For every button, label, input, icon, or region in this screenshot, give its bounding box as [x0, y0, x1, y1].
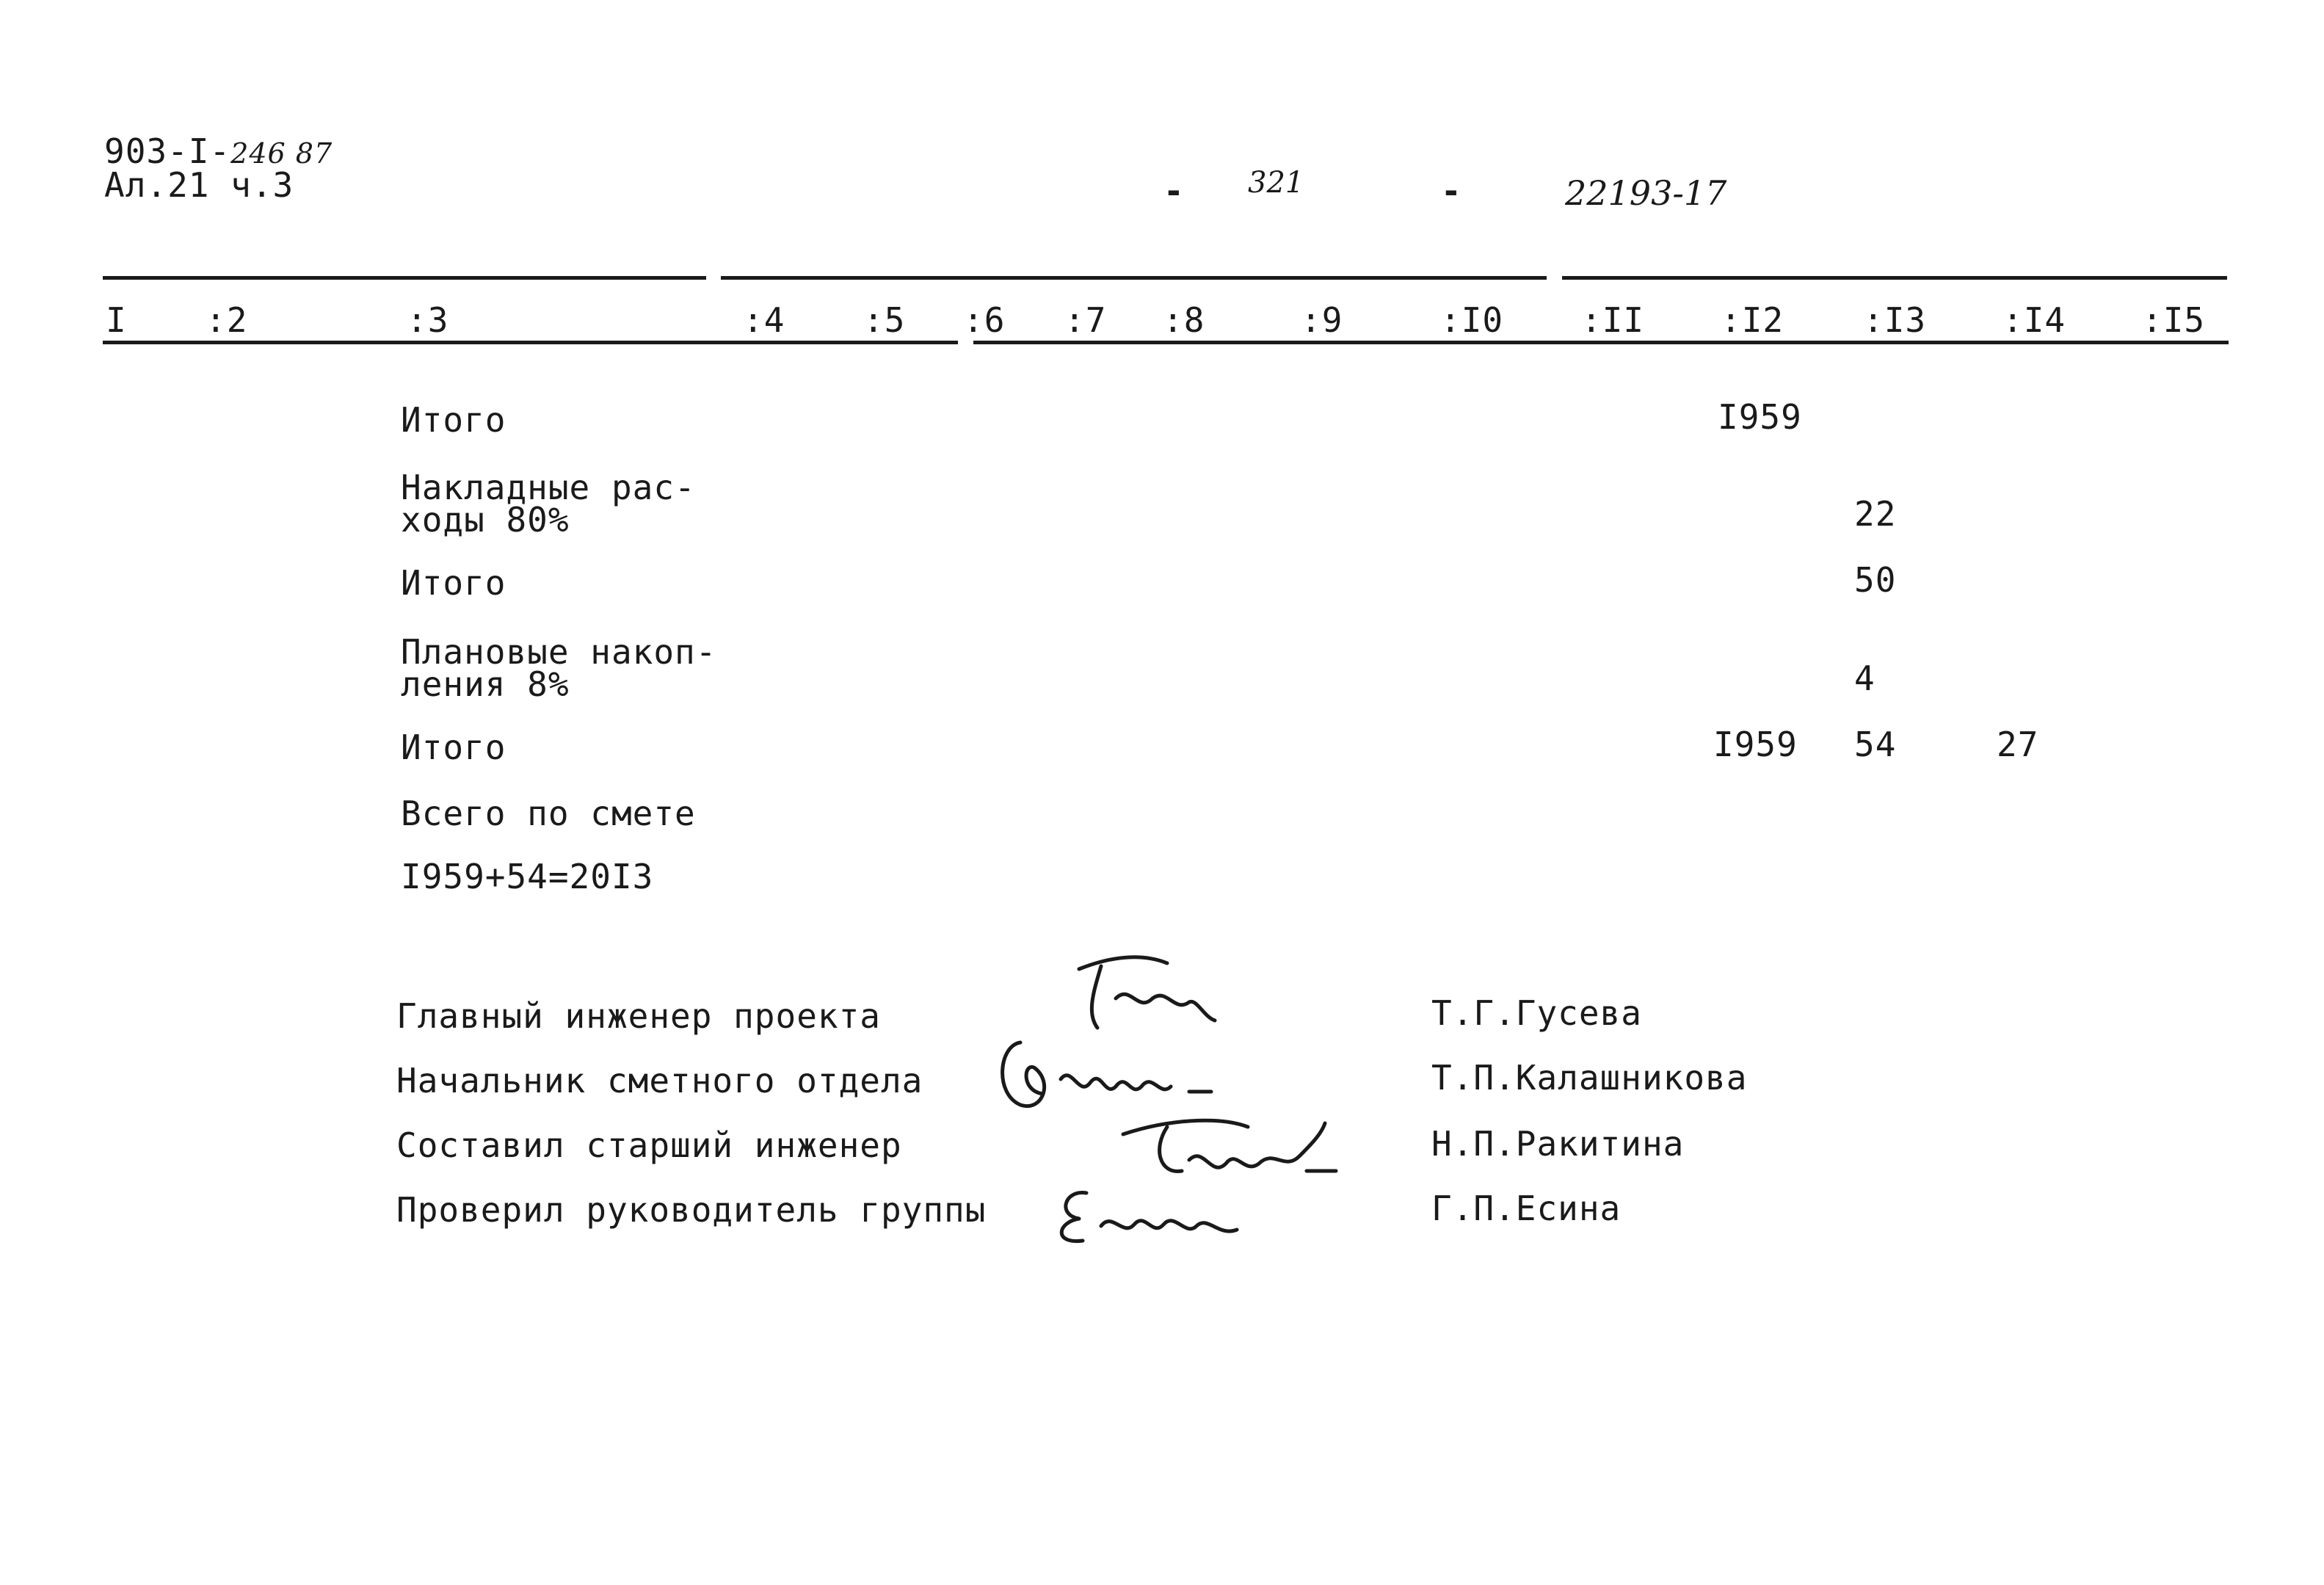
album-reference: Ал.21 ч.3 [104, 165, 294, 205]
header-rule-bottom-2 [973, 341, 2229, 344]
signature-role: Главный инженер проекта [396, 996, 881, 1036]
header-rule-top-2 [721, 276, 1547, 280]
row-label: Итого [401, 400, 506, 440]
column-number: :7 [1064, 300, 1107, 340]
signature-name: Н.П.Ракитина [1431, 1124, 1685, 1164]
column-number: :II [1581, 300, 1645, 340]
column-number: :9 [1301, 300, 1343, 340]
column-number: I [106, 300, 127, 340]
sheet-code: 22193-17 [1565, 173, 1727, 213]
grand-total-label: Всего по смете [401, 794, 696, 833]
cell-col-13: 50 [1854, 560, 1897, 600]
cell-col-13: 22 [1854, 494, 1897, 534]
cell-col-14: 27 [1997, 725, 2039, 764]
row-label-continued: ления 8% [401, 664, 570, 704]
cell-col-12: I959 [1718, 397, 1802, 437]
cell-col-13: 54 [1854, 725, 1897, 764]
column-number: :3 [407, 300, 449, 340]
document-code-handwritten: 246 87 [230, 137, 333, 170]
signature-role: Проверил руководитель группы [396, 1190, 987, 1230]
column-number: :I3 [1863, 300, 1927, 340]
signature-name: Г.П.Есина [1431, 1189, 1622, 1228]
page-number: 321 [1248, 166, 1304, 200]
page-dash-right: - [1441, 171, 1462, 211]
signature-role: Начальник сметного отдела [396, 1061, 923, 1100]
row-label: Итого [401, 728, 506, 767]
column-number: :I2 [1721, 300, 1784, 340]
column-number: :I5 [2142, 300, 2206, 340]
row-label-continued: ходы 80% [401, 500, 570, 540]
header-rule-top-1 [103, 276, 706, 280]
document-code-prefix: 903-I- [104, 131, 231, 171]
signature-role: Составил старший инженер [396, 1125, 902, 1165]
cell-col-13: 4 [1854, 659, 1875, 698]
row-label: Итого [401, 563, 506, 603]
signature-name: Т.Г.Гусева [1431, 993, 1642, 1033]
signature-name: Т.П.Калашникова [1431, 1058, 1748, 1098]
row-label: Накладные рас- [401, 468, 696, 507]
row-label: Плановые накоп- [401, 632, 717, 672]
cell-col-12: I959 [1713, 725, 1798, 764]
column-number: :8 [1163, 300, 1205, 340]
column-number: :5 [863, 300, 906, 340]
column-number: :I4 [2002, 300, 2066, 340]
column-number: :I0 [1440, 300, 1504, 340]
header-rule-top-3 [1562, 276, 2227, 280]
handwritten-signature-4 [1042, 1167, 1255, 1255]
column-number: :6 [963, 300, 1006, 340]
grand-total-formula: I959+54=20I3 [401, 857, 654, 896]
column-number: :4 [743, 300, 785, 340]
header-rule-bottom-1 [103, 341, 958, 344]
page-dash-left: - [1163, 171, 1185, 211]
column-number: :2 [206, 300, 248, 340]
